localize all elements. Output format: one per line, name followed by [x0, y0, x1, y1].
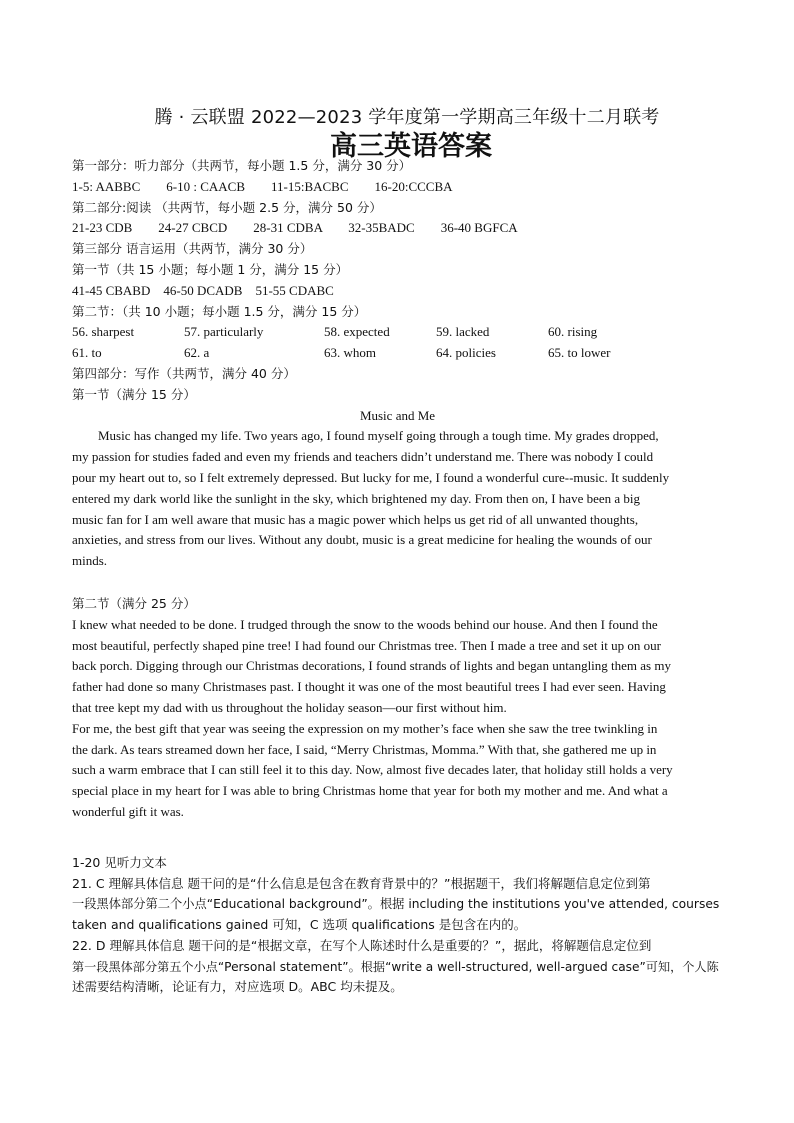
answer-60: 60. rising	[548, 324, 598, 340]
part3-section1-heading: 第一节（共 15 小题；每小题 1 分，满分 15 分）	[72, 261, 349, 277]
part4-section2-heading: 第二节（满分 25 分）	[72, 595, 196, 611]
answer-62: 62. a	[184, 345, 210, 361]
story-line: most beautiful, perfectly shaped pine tree! I had found our Christmas tree. Then I made a tree and set it up on our	[72, 637, 661, 653]
part3-section1-answers: 41-45 CBABD 46-50 DCADB 51-55 CDABC	[72, 282, 334, 298]
grammar-answers-row-1	[72, 322, 723, 343]
essay-title: Music and Me	[359, 407, 436, 423]
part1-answers: 1-5: AABBC 6-10 : CAACB 11-15:BACBC 16-20:CCCBA	[72, 178, 453, 194]
story-line: For me, the best gift that year was seeing the expression on my mother’s face when she saw the tree twinkling in	[72, 720, 658, 736]
answer-64: 64. policies	[436, 345, 496, 361]
answer-57: 57. particularly	[184, 324, 264, 340]
story-line: such a warm embrace that I can still feel it to this day. Now, almost five decades later, that holiday still holds a very	[72, 762, 673, 778]
essay-line: my passion for studies faded and even my friends and teachers didn’t understand me. There was nobody I could	[72, 449, 654, 465]
part2-heading: 第二部分:阅读 （共两节，每小题 2.5 分，满分 50 分）	[72, 199, 382, 215]
story-line: that tree kept my dad with us throughout the holiday season—our first without him.	[72, 699, 507, 715]
answer-59: 59. lacked	[436, 324, 490, 340]
answer-key-title: 高三英语答案	[330, 131, 492, 162]
story-line: special place in my heart for I was able to bring Christmas home that year for both my mother and me. And what a	[72, 783, 668, 799]
story-paragraph-1	[72, 615, 723, 719]
story-paragraph-2	[72, 719, 723, 823]
essay-line: music fan for I am well aware that music has a magic power which helps us get rid of all unwanted thoughts,	[72, 511, 639, 527]
q21-explanation-line: 一段黑体部分第二个小点“Educational background”。根据 including the institutions you've attended, courses	[72, 897, 720, 912]
story-line: wonderful gift it was.	[72, 803, 184, 819]
answer-56: 56. sharpest	[72, 324, 135, 340]
answer-63: 63. whom	[324, 345, 376, 361]
q22-explanation-line: 第一段黑体部分第五个小点“Personal statement”。根据“write a well-structured, well-argued case”可知，个人陈	[72, 959, 719, 974]
part2-answers: 21-23 CDB 24-27 CBCD 28-31 CDBA 32-35BADC 36-40 BGFCA	[72, 220, 518, 236]
answer-content	[72, 156, 723, 998]
story-line: father had done so many Christmases past. I thought it was one of the most beautiful trees I had ever seen. Having	[72, 679, 666, 695]
part3-heading: 第三部分 语言运用（共两节，满分 30 分）	[72, 241, 313, 257]
answer-58: 58. expected	[324, 324, 390, 340]
exam-title: 腾 · 云联盟 2022—2023 学年度第一学期高三年级十二月联考	[154, 107, 660, 128]
answer-65: 65. to lower	[548, 345, 611, 361]
part3-section2-heading: 第二节：（共 10 小题；每小题 1.5 分，满分 15 分）	[72, 303, 367, 319]
story-line: back porch. Digging through our Christmas decorations, I found strands of lights and began untangling them as my	[72, 658, 671, 674]
grammar-answers-row-2	[72, 343, 723, 364]
part4-heading: 第四部分：写作（共两节，满分 40 分）	[72, 365, 296, 381]
answer-61: 61. to	[72, 345, 102, 361]
part1-heading: 第一部分：听力部分（共两节，每小题 1.5 分，满分 30 分）	[72, 158, 412, 173]
q22-explanation-line: 22. D 理解具体信息 题干问的是“根据文章，在写个人陈述时什么是重要的？”，据此，将解题信息定位到	[72, 937, 652, 953]
essay-line: entered my dark world like the sunlight in the sky, which brightened my day. From then on, I have been a big	[72, 490, 641, 506]
story-line: the dark. As tears streamed down her face, I said, “Merry Christmas, Momma.” With that, she gathered me up in	[72, 741, 657, 757]
essay-line: minds.	[72, 553, 108, 569]
listening-note: 1-20 见听力文本	[72, 854, 167, 870]
essay-line: Music has changed my life. Two years ago, I found myself going through a tough time. My grades dropped,	[98, 428, 659, 444]
essay-line: anxieties, and stress from our lives. Without any doubt, music is a great medicine for healing the wounds of our	[72, 532, 652, 548]
essay-line: pour my heart out to, so I felt extremely depressed. But lucky for me, I found a wonderful cure--music. It suddenly	[72, 469, 670, 485]
essay-body	[72, 426, 723, 572]
story-line: I knew what needed to be done. I trudged through the snow to the woods behind our house. And then I found the	[72, 616, 658, 632]
q21-explanation-line: 21. C 理解具体信息 题干问的是“什么信息是包含在教育背景中的？”根据题干，我们将解题信息定位到第	[72, 875, 651, 891]
q21-explanation-line: taken and qualifications gained 可知，C 选项 qualifications 是包含在内的。	[72, 917, 527, 933]
part4-section1-heading: 第一节（满分 15 分）	[72, 386, 196, 402]
q22-explanation-line: 述需要结构清晰，论证有力，对应选项 D。ABC 均未提及。	[72, 979, 403, 995]
